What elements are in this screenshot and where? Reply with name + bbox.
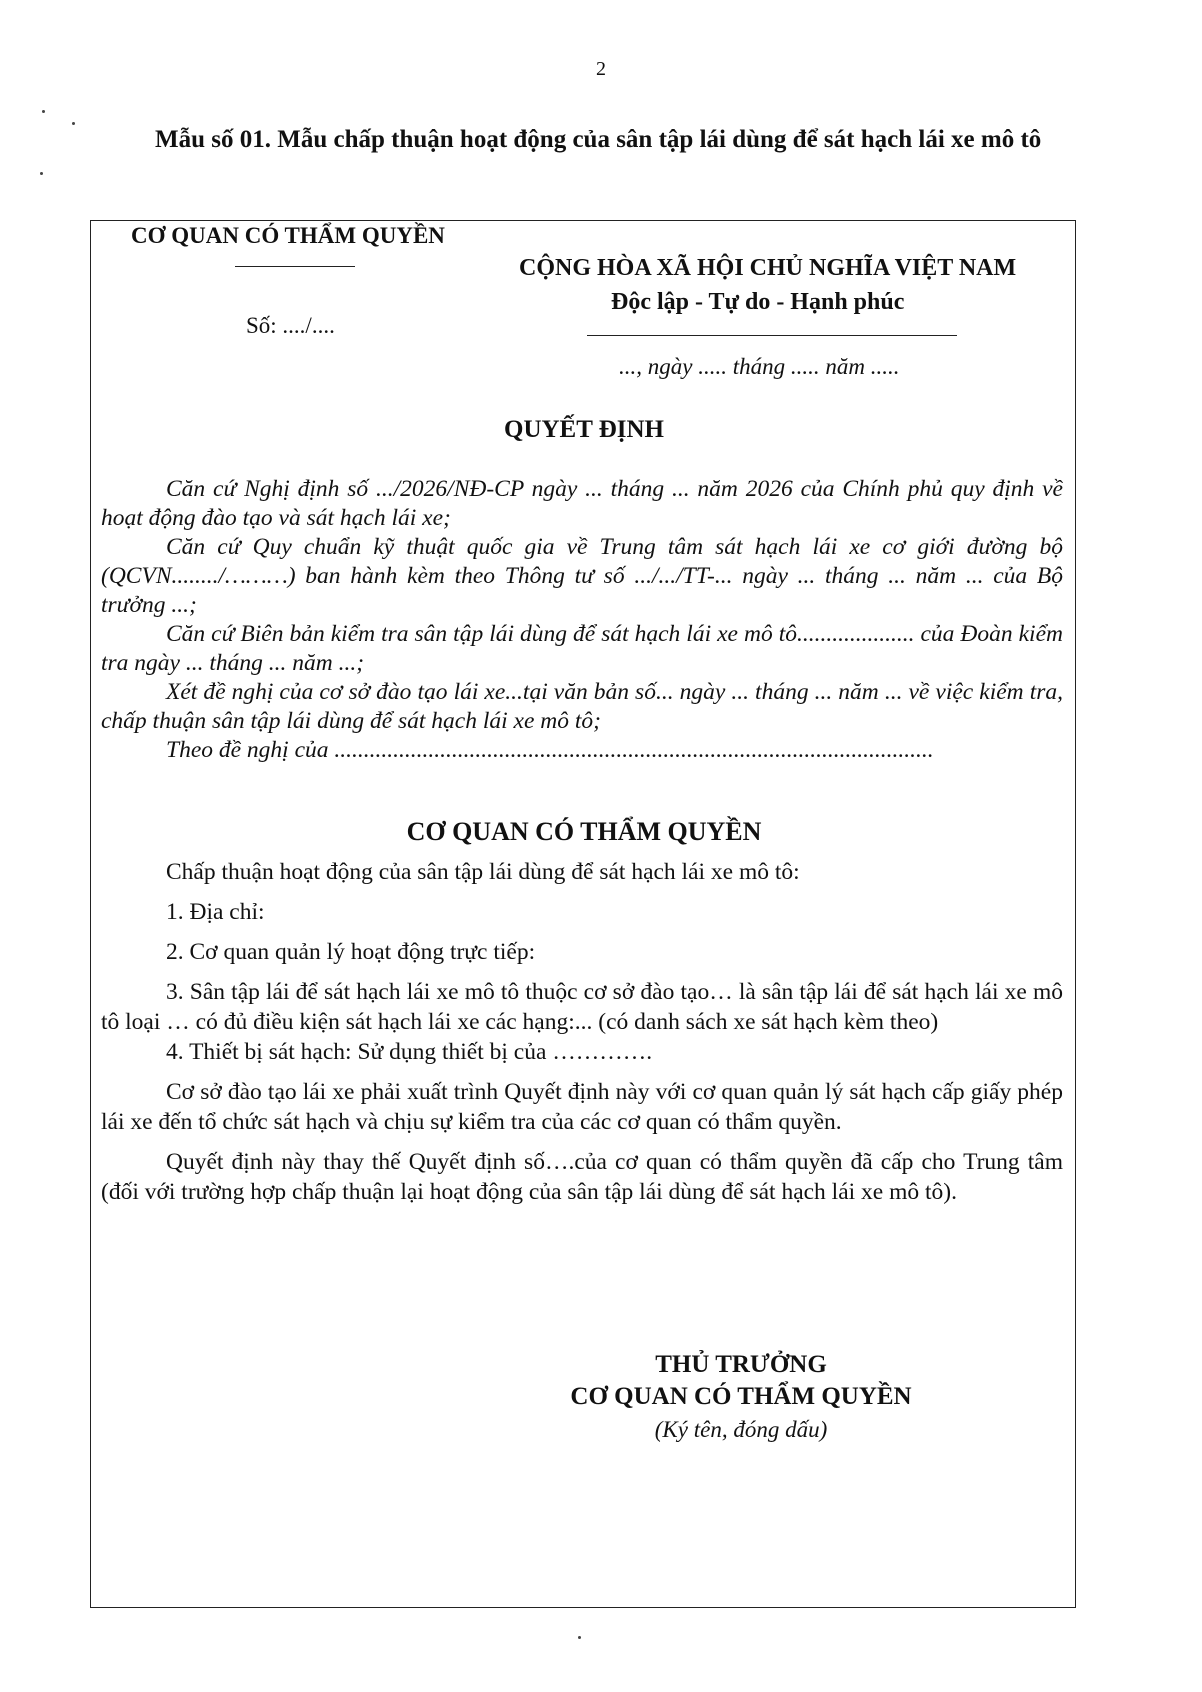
decision-frame [90, 220, 1076, 1608]
issuing-agency-header: CƠ QUAN CÓ THẨM QUYỀN [131, 223, 445, 248]
agency-underline [235, 266, 355, 267]
basis-regulation: Căn cứ Quy chuẩn kỹ thuật quốc gia về Trung tâm sát hạch lái xe cơ giới đường bộ (QCVN......../………) ban hành kèm theo Thông tư số .../.../TT-... ngày ... tháng ... năm ... của Bộ trưởng ...; [101, 534, 1063, 618]
document-number: Số: ..../.... [246, 313, 335, 338]
approval-intro: Chấp thuận hoạt động của sân tập lái dùng để sát hạch lái xe mô tô: [166, 859, 800, 885]
decision-title: QUYẾT ĐỊNH [504, 416, 664, 443]
motto-underline [587, 335, 957, 336]
basis-inspection-record: Căn cứ Biên bản kiểm tra sân tập lái dùng để sát hạch lái xe mô tô.................... của Đoàn kiểm tra ngày ... tháng ... năm ...; [101, 621, 1063, 676]
scan-speck [42, 110, 45, 113]
item-equipment: 4. Thiết bị sát hạch: Sử dụng thiết bị của …………. [166, 1039, 653, 1065]
place-date-line: ..., ngày ..... tháng ..... năm ..... [619, 354, 900, 379]
presentation-requirement: Cơ sở đào tạo lái xe phải xuất trình Quyết định này với cơ quan quản lý sát hạch cấp giấy phép lái xe đến tổ chức sát hạch và chịu sự kiểm tra của các cơ quan có thẩm quyền. [101, 1079, 1063, 1135]
form-title: Mẫu số 01. Mẫu chấp thuận hoạt động của sân tập lái dùng để sát hạch lái xe mô tô [155, 126, 1042, 153]
national-motto: Độc lập - Tự do - Hạnh phúc [611, 289, 905, 315]
item-training-ground: 3. Sân tập lái để sát hạch lái xe mô tô thuộc cơ sở đào tạo… là sân tập lái để sát hạch lái xe mô tô loại … có đủ điều kiện sát hạch lái xe các hạng:... (có danh sách xe sát hạch kèm theo) [101, 979, 1063, 1035]
item-managing-agency: 2. Cơ quan quản lý hoạt động trực tiếp: [166, 939, 536, 965]
issuing-agency-title: CƠ QUAN CÓ THẨM QUYỀN [406, 817, 762, 846]
signer-title: THỦ TRƯỞNG [655, 1351, 827, 1378]
basis-decree: Căn cứ Nghị định số .../2026/NĐ-CP ngày ... tháng ... năm 2026 của Chính phủ quy định về hoạt động đào tạo và sát hạch lái xe; [101, 476, 1063, 531]
decision-body [101, 857, 1063, 1207]
basis-recommendation: Theo đề nghị của ...................................................................................................... [166, 737, 934, 763]
national-title: CỘNG HÒA XÃ HỘI CHỦ NGHĨA VIỆT NAM [519, 255, 1017, 281]
replacement-clause: Quyết định này thay thế Quyết định số….của cơ quan có thẩm quyền đã cấp cho Trung tâm (đối với trường hợp chấp thuận lại hoạt động của sân tập lái dùng để sát hạch lái xe mô tô). [101, 1149, 1063, 1205]
signer-agency: CƠ QUAN CÓ THẨM QUYỀN [570, 1383, 912, 1410]
legal-bases [101, 475, 1063, 765]
basis-proposal: Xét đề nghị của cơ sở đào tạo lái xe...tại văn bản số... ngày ... tháng ... năm ... về việc kiểm tra, chấp thuận sân tập lái dùng để sát hạch lái xe mô tô; [101, 679, 1063, 734]
signature-note: (Ký tên, đóng dấu) [654, 1417, 828, 1442]
page-number: 2 [596, 58, 606, 80]
scan-speck [40, 172, 43, 175]
item-address: 1. Địa chỉ: [166, 899, 265, 925]
scan-speck [578, 1636, 581, 1639]
scan-speck [72, 122, 75, 125]
